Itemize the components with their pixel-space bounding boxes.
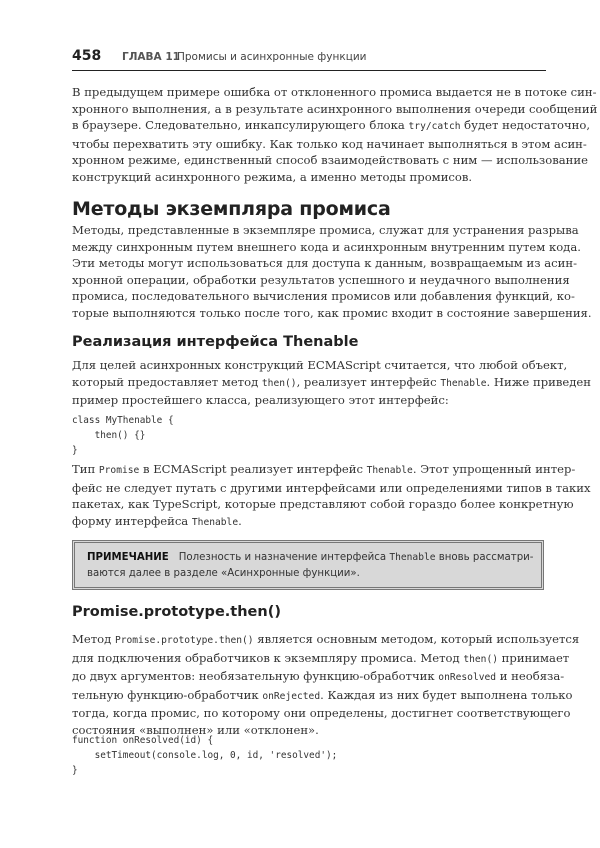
chapter-title: Промисы и асинхронные функции bbox=[177, 51, 367, 63]
text-run: для подключения обработчиков к экземпляру промиса. Метод bbox=[72, 650, 464, 665]
inline-code: Thenable bbox=[440, 377, 487, 389]
text-line bbox=[72, 222, 579, 239]
text-line bbox=[72, 357, 568, 374]
text-line bbox=[72, 101, 598, 118]
subsection-heading-thenable: Реализация интерфейса Thenable bbox=[72, 334, 359, 350]
text-run: будет недостаточно, bbox=[460, 118, 591, 133]
code-block-onresolved: function onResolved(id) { setTimeout(console.log, 0, id, 'resolved'); } bbox=[72, 735, 338, 776]
text-line bbox=[72, 374, 591, 393]
text-run: фейс не следует путать с другими интерфейсами или определениями типов в таких bbox=[72, 480, 591, 495]
page-number: 458 bbox=[72, 48, 102, 64]
chapter-label: ГЛАВА 11 bbox=[122, 51, 180, 63]
inline-code: Promise bbox=[98, 465, 140, 476]
inline-code: try/catch bbox=[408, 121, 461, 133]
inline-code: then() bbox=[261, 377, 297, 389]
paragraph-promise-type bbox=[72, 461, 591, 531]
text-run: Метод bbox=[72, 632, 115, 646]
text-run: который предоставляет метод bbox=[72, 374, 262, 389]
inline-code: Thenable bbox=[366, 465, 413, 476]
text-run: форму интерфейса bbox=[72, 513, 192, 528]
text-line bbox=[72, 631, 580, 650]
text-run: пример простейшего класса, реализующего этот интерфейс: bbox=[72, 393, 449, 408]
inline-code: Promise.prototype.then() bbox=[114, 635, 254, 646]
paragraph-methods bbox=[72, 222, 592, 322]
text-line bbox=[72, 169, 546, 186]
text-line bbox=[72, 136, 587, 153]
note-box bbox=[72, 540, 544, 590]
text-run: принимает bbox=[498, 650, 570, 665]
text-run: В предыдущем примере ошибка от отклоненного промиса выдается не в потоке син- bbox=[72, 85, 597, 99]
text-run: в ECMAScript реализует интерфейс bbox=[139, 462, 367, 476]
subsection-heading-then: Promise.prototype.then() bbox=[72, 604, 281, 620]
text-line bbox=[72, 117, 591, 136]
text-line bbox=[72, 668, 565, 687]
text-run: промиса, последовательного вычисления промисов или добавления функций, ко- bbox=[72, 289, 575, 304]
text-run: . Этот упрощенный интер- bbox=[412, 462, 576, 476]
text-run: . Ниже приведен bbox=[486, 374, 591, 389]
note-text-end: вновь рассматри- bbox=[435, 552, 534, 563]
text-run: торые выполняются только после того, как промис входит в состояние завершения. bbox=[72, 305, 592, 320]
inline-code: onResolved bbox=[438, 672, 497, 684]
text-line bbox=[72, 84, 597, 101]
running-header bbox=[72, 48, 546, 71]
text-run: является основным методом, который используется bbox=[253, 632, 580, 646]
note-code: Thenable bbox=[389, 552, 436, 563]
inline-code: then() bbox=[463, 653, 498, 665]
text-line bbox=[72, 392, 546, 409]
inline-code: onRejected bbox=[262, 690, 321, 702]
text-line bbox=[72, 687, 573, 706]
text-run: тогда, когда промис, по которому они определены, достигнет соответствующего bbox=[72, 706, 571, 721]
text-run: , реализует интерфейс bbox=[296, 374, 441, 389]
text-run: пакетах, как TypeScript, которые представляют собой гораздо более конкретную bbox=[72, 497, 574, 512]
text-run: Методы, представленные в экземпляре промиса, служат для устранения разрыва bbox=[72, 223, 579, 237]
text-line bbox=[72, 705, 571, 722]
text-run: Тип bbox=[72, 462, 99, 476]
paragraph-then bbox=[72, 631, 580, 739]
text-run: . Каждая из них будет выполнена только bbox=[320, 687, 573, 702]
text-line bbox=[72, 513, 546, 532]
note-text: Полезность и назначение интерфейса bbox=[178, 552, 390, 563]
text-line bbox=[72, 239, 581, 256]
text-run: между синхронным путем внешнего кода и асинхронным внутренним путем кода. bbox=[72, 239, 581, 254]
text-run: хронной операции, обработки результатов успешного и неудачного выполнения bbox=[72, 272, 570, 287]
section-heading: Методы экземпляра промиса bbox=[72, 198, 391, 220]
paragraph-thenable bbox=[72, 357, 591, 409]
text-run: хронного выполнения, а в результате асинхронного выполнения очереди сообщений bbox=[72, 101, 598, 116]
text-run: в браузере. Следовательно, инкапсулирующего блока bbox=[72, 118, 409, 133]
text-run: . bbox=[238, 513, 242, 528]
text-run: состояния «выполнен» или «отклонен». bbox=[72, 722, 319, 737]
paragraph-intro bbox=[72, 84, 598, 186]
text-run: конструкций асинхронного режима, а именно методы промисов. bbox=[72, 169, 473, 184]
note-text-line2: ваются далее в разделе «Асинхронные функции». bbox=[87, 568, 360, 579]
text-line bbox=[72, 496, 574, 513]
text-run: и необяза- bbox=[496, 669, 565, 684]
text-run: тельную функцию-обработчик bbox=[72, 687, 263, 702]
text-line bbox=[72, 480, 591, 497]
inline-code: Thenable bbox=[191, 516, 239, 528]
text-line bbox=[72, 288, 575, 305]
code-block-mythenable: class MyThenable { then() {} } bbox=[72, 415, 174, 456]
text-run: Эти методы могут использоваться для доступа к данным, возвращаемым из асин- bbox=[72, 256, 578, 271]
text-run: до двух аргументов: необязательную функцию-обработчик bbox=[72, 669, 439, 684]
text-line bbox=[72, 255, 578, 272]
text-run: чтобы перехватить эту ошибку. Как только код начинает выполняться в этом асин- bbox=[72, 136, 587, 151]
note-label: ПРИМЕЧАНИЕ bbox=[87, 552, 169, 563]
text-run: Для целей асинхронных конструкций ECMAScript считается, что любой объект, bbox=[72, 358, 568, 372]
text-line bbox=[72, 650, 570, 669]
text-line bbox=[72, 461, 576, 480]
text-line bbox=[72, 305, 592, 322]
text-line bbox=[72, 272, 570, 289]
text-run: хронном режиме, единственный способ взаимодействовать с ним — использование bbox=[72, 153, 588, 168]
text-line bbox=[72, 152, 588, 169]
